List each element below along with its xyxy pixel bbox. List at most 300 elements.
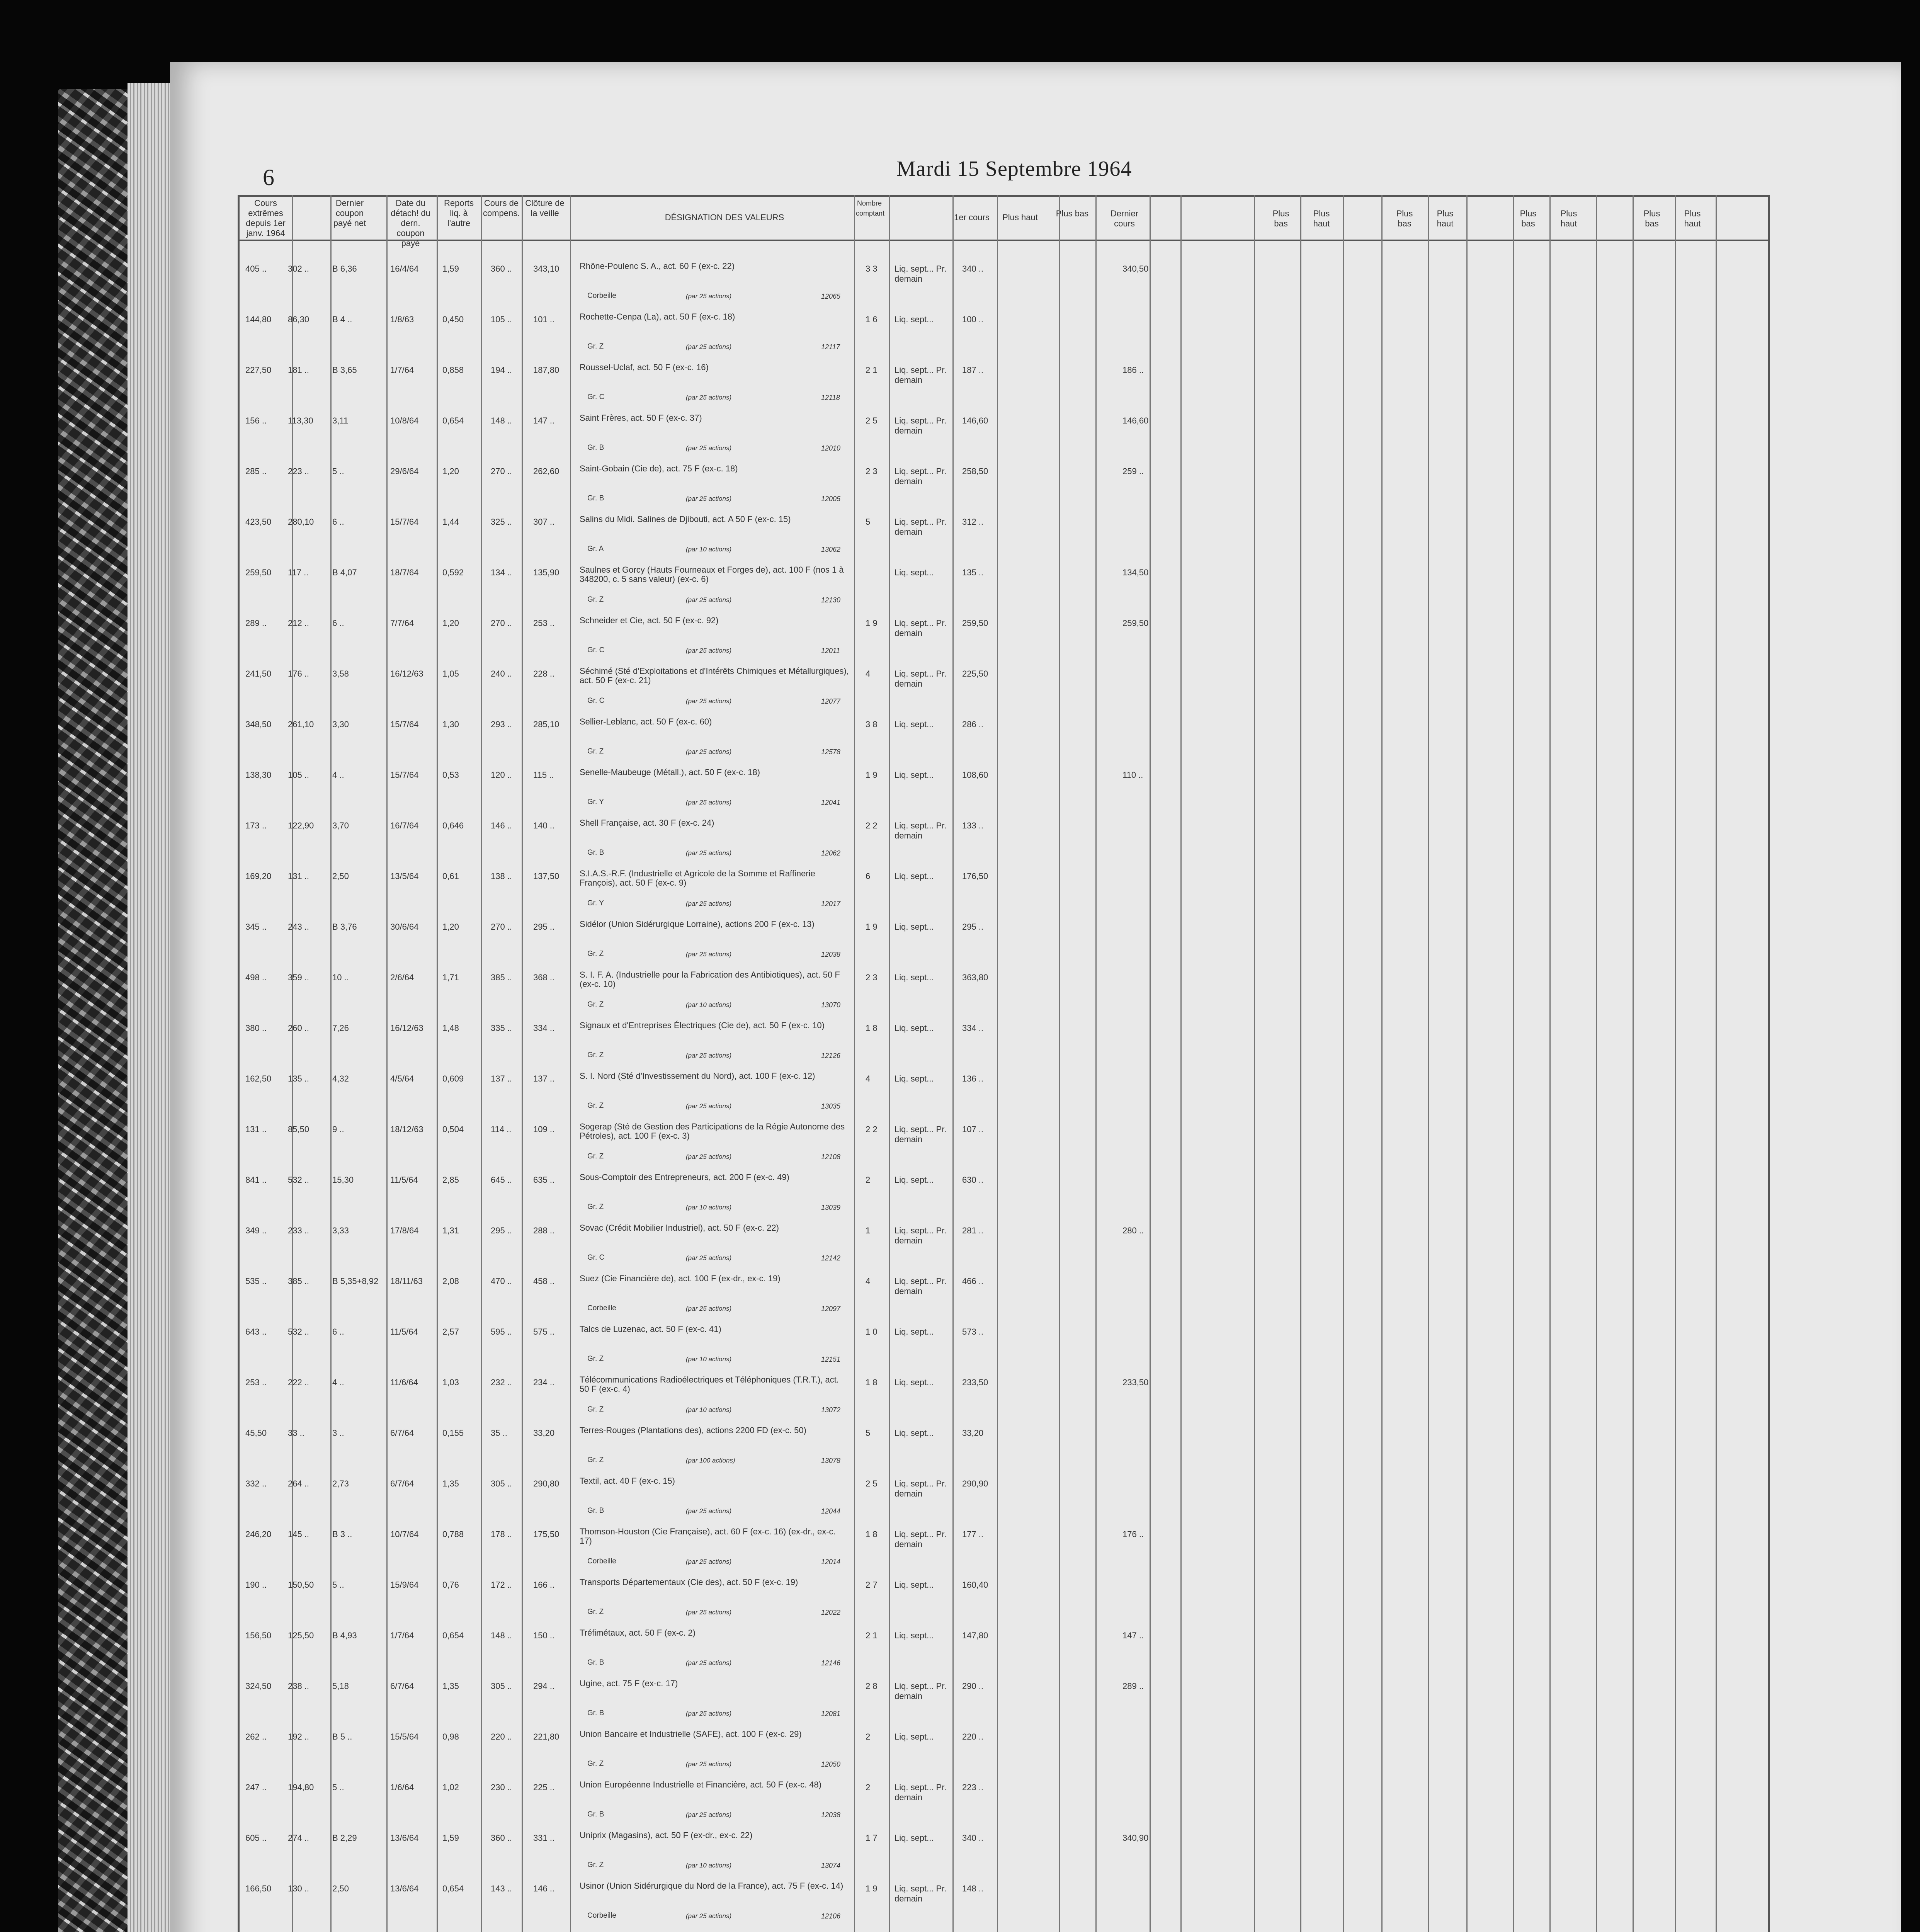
cell-plus-bas: 117 ..: [288, 568, 309, 577]
cell-nombre: 2 1: [866, 1631, 878, 1640]
cell-reports: 1,71: [442, 973, 459, 982]
header-dernier-cours: Dernier cours: [1110, 209, 1139, 228]
cell-cloture: 343,10: [533, 264, 560, 274]
cell-date-detach: 6/7/64: [390, 1479, 414, 1488]
cell-premier-cours: 148 ..: [962, 1884, 984, 1893]
cell-cours-compens: 172 ..: [491, 1580, 512, 1590]
cell-liquidation: Liq. sept... Pr. demain: [895, 1884, 947, 1903]
cell-designation: Tréfimétaux, act. 50 F (ex-c. 2): [580, 1628, 696, 1638]
cell-code: 12014: [821, 1558, 841, 1566]
cell-group: Gr. Y: [587, 899, 604, 907]
table-row: [238, 1674, 1770, 1723]
cell-code: 12005: [821, 495, 841, 503]
cell-cours-compens: 295 ..: [491, 1226, 512, 1235]
header-cours-extremes: Cours extrêmes depuis 1er janv. 1964: [246, 198, 286, 238]
cell-cloture: 137 ..: [533, 1074, 555, 1083]
cell-designation: Schneider et Cie, act. 50 F (ex-c. 92): [580, 616, 719, 625]
cell-liquidation: Liq. sept...: [895, 315, 934, 324]
cell-date-detach: 18/7/64: [390, 568, 419, 577]
cell-reports: 0,609: [442, 1074, 464, 1083]
cell-nombre: 2 2: [866, 821, 878, 830]
cell-reports: 0,654: [442, 416, 464, 425]
cell-plus-haut: 156,50: [245, 1631, 272, 1640]
cell-plus-bas: 181 ..: [288, 365, 310, 375]
cell-plus-bas: 532 ..: [288, 1327, 310, 1337]
cell-code: 12118: [821, 394, 840, 401]
cell-premier-cours: 259,50: [962, 618, 988, 628]
header-plus-haut-5: Plus haut: [1684, 209, 1701, 228]
cell-cloture: 109 ..: [533, 1124, 555, 1134]
cell-liquidation: Liq. sept... Pr. demain: [895, 1479, 947, 1498]
cell-plus-bas: 302 ..: [288, 264, 310, 274]
cell-cours-compens: 270 ..: [491, 922, 512, 932]
cell-dernier-coupon: 3 ..: [332, 1428, 344, 1438]
cell-dernier-cours: 146,60: [1122, 416, 1149, 425]
cell-plus-haut: 45,50: [245, 1428, 267, 1438]
table-row: [238, 561, 1770, 609]
cell-code: 13074: [821, 1862, 841, 1869]
cell-cours-compens: 194 ..: [491, 365, 512, 375]
cell-cloture: 166 ..: [533, 1580, 555, 1590]
cell-liquidation: Liq. sept...: [895, 1833, 934, 1843]
cell-date-detach: 7/7/64: [390, 618, 414, 628]
cell-cloture: 288 ..: [533, 1226, 555, 1235]
cell-lot-size: (par 25 actions): [686, 1102, 732, 1110]
table-row: [238, 1117, 1770, 1166]
header-cours-compens: Cours de compens.: [483, 198, 520, 218]
cell-plus-bas: 385 ..: [288, 1276, 310, 1286]
cell-cloture: 575 ..: [533, 1327, 555, 1337]
cell-liquidation: Liq. sept...: [895, 1023, 934, 1033]
cell-plus-haut: 405 ..: [245, 264, 267, 274]
cell-lot-size: (par 25 actions): [686, 1811, 732, 1818]
cell-liquidation: Liq. sept... Pr. demain: [895, 1124, 947, 1144]
cell-cloture: 307 ..: [533, 517, 555, 527]
cell-designation: Saint-Gobain (Cie de), act. 75 F (ex-c. 18): [580, 464, 738, 473]
cell-plus-bas: 233 ..: [288, 1226, 310, 1235]
cell-designation: Sovac (Crédit Mobilier Industriel), act. 50 F (ex-c. 22): [580, 1223, 779, 1233]
cell-plus-bas: 113,30: [288, 416, 313, 425]
cell-cours-compens: 232 ..: [491, 1378, 512, 1387]
table-row: [238, 1168, 1770, 1217]
cell-dernier-coupon: 6 ..: [332, 1327, 344, 1337]
cell-premier-cours: 135 ..: [962, 568, 984, 577]
cell-group: Gr. B: [587, 849, 604, 857]
cell-date-detach: 16/12/63: [390, 1023, 423, 1033]
cell-plus-bas: 122,90: [288, 821, 314, 830]
cell-nombre: 1 9: [866, 618, 878, 628]
header-reports: Reports liq. à l'autre: [444, 198, 474, 228]
page-number: 6: [263, 165, 274, 190]
cell-premier-cours: 187 ..: [962, 365, 984, 375]
cell-designation: Sous-Comptoir des Entrepreneurs, act. 200 F (ex-c. 49): [580, 1172, 789, 1182]
cell-designation: Union Bancaire et Industrielle (SAFE), act. 100 F (ex-c. 29): [580, 1729, 802, 1739]
cell-cloture: 135,90: [533, 568, 560, 577]
cell-plus-bas: 130 ..: [288, 1884, 310, 1893]
cell-group: Gr. Z: [587, 1051, 604, 1059]
cell-designation: Sellier-Leblanc, act. 50 F (ex-c. 60): [580, 717, 712, 726]
cell-cours-compens: 335 ..: [491, 1023, 512, 1033]
cell-liquidation: Liq. sept...: [895, 1580, 934, 1590]
cell-plus-haut: 144,80: [245, 315, 272, 324]
cell-group: Gr. C: [587, 646, 605, 654]
cell-date-detach: 13/6/64: [390, 1884, 419, 1893]
cell-dernier-coupon: B 5,35+8,92: [332, 1276, 379, 1286]
cell-date-detach: 15/7/64: [390, 770, 419, 780]
cell-dernier-cours: 289 ..: [1122, 1681, 1144, 1691]
cell-dernier-cours: 134,50: [1122, 568, 1149, 577]
cell-cours-compens: 385 ..: [491, 973, 512, 982]
cell-group: Gr. B: [587, 1507, 604, 1515]
cell-cloture: 175,50: [533, 1529, 560, 1539]
cell-liquidation: Liq. sept... Pr. demain: [895, 821, 947, 840]
cell-lot-size: (par 25 actions): [686, 1558, 732, 1565]
cell-code: 12106: [821, 1912, 841, 1920]
cell-plus-haut: 535 ..: [245, 1276, 267, 1286]
cell-reports: 0,98: [442, 1732, 459, 1742]
cell-date-detach: 16/7/64: [390, 821, 419, 830]
cell-liquidation: Liq. sept... Pr. demain: [895, 365, 947, 385]
cell-nombre: 2 1: [866, 365, 878, 375]
cell-group: Gr. C: [587, 1253, 605, 1262]
cell-group: Gr. Z: [587, 1405, 604, 1413]
cell-liquidation: Liq. sept... Pr. demain: [895, 1276, 947, 1296]
cell-plus-haut: 289 ..: [245, 618, 267, 628]
table-row: [238, 1877, 1770, 1925]
cell-premier-cours: 290 ..: [962, 1681, 984, 1691]
cell-date-detach: 2/6/64: [390, 973, 414, 982]
cell-cloture: 295 ..: [533, 922, 555, 932]
cell-dernier-coupon: 5 ..: [332, 466, 344, 476]
cell-cours-compens: 270 ..: [491, 466, 512, 476]
cell-group: Gr. A: [587, 545, 604, 553]
cell-plus-haut: 605 ..: [245, 1833, 267, 1843]
cell-cours-compens: 138 ..: [491, 871, 512, 881]
cell-lot-size: (par 10 actions): [686, 1204, 732, 1211]
cell-dernier-coupon: 15,30: [332, 1175, 354, 1185]
cell-designation: Signaux et d'Entreprises Électriques (Cie de), act. 50 F (ex-c. 10): [580, 1020, 825, 1030]
cell-dernier-coupon: 4 ..: [332, 770, 344, 780]
cell-plus-bas: 212 ..: [288, 618, 310, 628]
cell-lot-size: (par 25 actions): [686, 697, 732, 705]
cell-plus-haut: 498 ..: [245, 973, 267, 982]
cell-nombre: 1: [866, 1226, 871, 1235]
cell-reports: 2,57: [442, 1327, 459, 1337]
cell-date-detach: 29/6/64: [390, 466, 419, 476]
cell-date-detach: 6/7/64: [390, 1681, 414, 1691]
cell-date-detach: 13/6/64: [390, 1833, 419, 1843]
cell-nombre: 2 5: [866, 416, 878, 425]
cell-liquidation: Liq. sept... Pr. demain: [895, 669, 947, 689]
cell-liquidation: Liq. sept...: [895, 1378, 934, 1387]
cell-designation: Rhône-Poulenc S. A., act. 60 F (ex-c. 22): [580, 261, 735, 271]
header-plus-bas-4: Plus bas: [1520, 209, 1537, 228]
cell-date-detach: 1/6/64: [390, 1782, 414, 1792]
cell-lot-size: (par 25 actions): [686, 951, 732, 958]
table-row: [238, 1067, 1770, 1116]
cell-group: Gr. Z: [587, 1000, 604, 1009]
cell-code: 12130: [821, 596, 841, 604]
table-row: [238, 1016, 1770, 1065]
cell-designation: Textil, act. 40 F (ex-c. 15): [580, 1476, 675, 1486]
cell-dernier-coupon: 2,50: [332, 1884, 349, 1893]
cell-nombre: 5: [866, 517, 871, 527]
cell-liquidation: Liq. sept... Pr. demain: [895, 264, 947, 284]
cell-liquidation: Liq. sept...: [895, 973, 934, 982]
cell-code: 12578: [821, 748, 841, 756]
cell-dernier-coupon: B 3,76: [332, 922, 357, 932]
cell-nombre: 1 0: [866, 1327, 878, 1337]
cell-dernier-coupon: 3,11: [332, 416, 349, 425]
cell-liquidation: Liq. sept...: [895, 922, 934, 932]
cell-nombre: 2: [866, 1782, 871, 1792]
cell-premier-cours: 258,50: [962, 466, 988, 476]
page-edges: [128, 83, 174, 1932]
header-plus-haut: Plus haut: [1002, 213, 1038, 222]
cell-liquidation: Liq. sept... Pr. demain: [895, 618, 947, 638]
table-row: [238, 1421, 1770, 1470]
cell-dernier-coupon: 3,58: [332, 669, 349, 679]
cell-nombre: 2 7: [866, 1580, 878, 1590]
cell-designation: Rochette-Cenpa (La), act. 50 F (ex-c. 18): [580, 312, 735, 321]
cell-cours-compens: 146 ..: [491, 821, 512, 830]
table-row: [238, 1269, 1770, 1318]
cell-group: Gr. C: [587, 697, 605, 705]
cell-premier-cours: 133 ..: [962, 821, 984, 830]
cell-dernier-cours: 340,90: [1122, 1833, 1149, 1843]
cell-nombre: 1 6: [866, 315, 878, 324]
cell-designation: Séchimé (Sté d'Exploitations et d'Intérêts Chimiques et Métallurgiques), act. 50 F (ex-c. 21): [580, 666, 849, 685]
cell-code: 12126: [821, 1052, 841, 1060]
cell-plus-haut: 285 ..: [245, 466, 267, 476]
cell-liquidation: Liq. sept...: [895, 1732, 934, 1742]
cell-code: 13035: [821, 1102, 841, 1110]
cell-dernier-cours: 233,50: [1122, 1378, 1149, 1387]
cell-plus-bas: 33 ..: [288, 1428, 304, 1438]
cell-lot-size: (par 25 actions): [686, 1153, 732, 1160]
header-plus-haut-3: Plus haut: [1437, 209, 1454, 228]
cell-reports: 1,59: [442, 1833, 459, 1843]
table-row: [238, 1725, 1770, 1774]
cell-designation: Transports Départementaux (Cie des), act. 50 F (ex-c. 19): [580, 1577, 798, 1587]
cell-nombre: 2 5: [866, 1479, 878, 1488]
cell-code: 12142: [821, 1254, 841, 1262]
cell-plus-haut: 190 ..: [245, 1580, 267, 1590]
cell-cloture: 115 ..: [533, 770, 554, 780]
header-plus-haut-2: Plus haut: [1313, 209, 1330, 228]
cell-plus-bas: 274 ..: [288, 1833, 310, 1843]
cell-dernier-coupon: 5 ..: [332, 1580, 344, 1590]
cell-code: 13078: [821, 1457, 841, 1464]
cell-reports: 1,05: [442, 669, 459, 679]
cell-cours-compens: 240 ..: [491, 669, 512, 679]
cell-lot-size: (par 10 actions): [686, 1862, 732, 1869]
cell-liquidation: Liq. sept...: [895, 871, 934, 881]
cell-liquidation: Liq. sept... Pr. demain: [895, 1529, 947, 1549]
cell-group: Gr. Z: [587, 1861, 604, 1869]
cell-group: Gr. Z: [587, 1102, 604, 1110]
cell-plus-bas: 532 ..: [288, 1175, 310, 1185]
cell-dernier-coupon: 2,73: [332, 1479, 349, 1488]
cell-dernier-coupon: 2,50: [332, 871, 349, 881]
cell-cloture: 290,80: [533, 1479, 560, 1488]
cell-liquidation: Liq. sept...: [895, 1428, 934, 1438]
cell-dernier-coupon: B 2,29: [332, 1833, 357, 1843]
table-row: [238, 763, 1770, 812]
cell-lot-size: (par 25 actions): [686, 1052, 732, 1059]
cell-plus-haut: 332 ..: [245, 1479, 267, 1488]
header-dernier-coupon: Dernier coupon payé net: [333, 198, 366, 228]
cell-nombre: 2 8: [866, 1681, 878, 1691]
cell-nombre: 5: [866, 1428, 871, 1438]
cell-cloture: 635 ..: [533, 1175, 555, 1185]
cell-reports: 2,85: [442, 1175, 459, 1185]
cell-group: Gr. Z: [587, 1608, 604, 1616]
cell-dernier-coupon: B 3,65: [332, 365, 357, 375]
cell-plus-haut: 262 ..: [245, 1732, 267, 1742]
table-row: [238, 358, 1770, 407]
table-row: [238, 915, 1770, 964]
cell-cloture: 146 ..: [533, 1884, 555, 1893]
cell-group: Gr. B: [587, 1658, 604, 1667]
cell-date-detach: 11/6/64: [390, 1378, 418, 1387]
cell-designation: S. I. Nord (Sté d'Investissement du Nord), act. 100 F (ex-c. 12): [580, 1071, 815, 1081]
cell-lot-size: (par 10 actions): [686, 1406, 732, 1413]
cell-group: Gr. Z: [587, 1203, 604, 1211]
cell-lot-size: (par 10 actions): [686, 546, 732, 553]
cell-nombre: 2 2: [866, 1124, 878, 1134]
cell-cours-compens: 305 ..: [491, 1479, 512, 1488]
cell-reports: 1,35: [442, 1681, 459, 1691]
cell-date-detach: 11/5/64: [390, 1175, 418, 1185]
cell-nombre: 1 9: [866, 922, 878, 932]
cell-cloture: 285,10: [533, 719, 560, 729]
cell-liquidation: Liq. sept...: [895, 1631, 934, 1640]
table-row: [238, 1573, 1770, 1622]
cell-plus-bas: 359 ..: [288, 973, 310, 982]
cell-lot-size: (par 25 actions): [686, 596, 732, 604]
cell-dernier-coupon: B 4 ..: [332, 315, 352, 324]
cell-reports: 0,61: [442, 871, 459, 881]
cell-premier-cours: 295 ..: [962, 922, 984, 932]
cell-plus-bas: 222 ..: [288, 1378, 310, 1387]
cell-designation: Usinor (Union Sidérurgique du Nord de la France), act. 75 F (ex-c. 14): [580, 1881, 844, 1891]
cell-premier-cours: 312 ..: [962, 517, 984, 527]
cell-reports: 0,654: [442, 1631, 464, 1640]
cell-plus-haut: 138,30: [245, 770, 272, 780]
cell-reports: 0,788: [442, 1529, 464, 1539]
cell-liquidation: Liq. sept...: [895, 1327, 934, 1337]
cell-group: Corbeille: [587, 1557, 616, 1565]
cell-cours-compens: 325 ..: [491, 517, 512, 527]
cell-plus-bas: 280,10: [288, 517, 314, 527]
cell-plus-bas: 145 ..: [288, 1529, 310, 1539]
cell-cloture: 187,80: [533, 365, 560, 375]
cell-reports: 2,08: [442, 1276, 459, 1286]
cell-code: 13070: [821, 1001, 841, 1009]
cell-plus-bas: 150,50: [288, 1580, 314, 1590]
cell-date-detach: 4/5/64: [390, 1074, 414, 1083]
cell-plus-haut: 423,50: [245, 517, 272, 527]
cell-designation: Roussel-Uclaf, act. 50 F (ex-c. 16): [580, 362, 709, 372]
cell-dernier-cours: 147 ..: [1122, 1631, 1144, 1640]
cell-lot-size: (par 25 actions): [686, 1710, 732, 1717]
cell-premier-cours: 107 ..: [962, 1124, 984, 1134]
cell-designation: Suez (Cie Financière de), act. 100 F (ex-dr., ex-c. 19): [580, 1274, 781, 1283]
cell-designation: Union Européenne Industrielle et Financière, act. 50 F (ex-c. 48): [580, 1780, 822, 1789]
cell-designation: Senelle-Maubeuge (Métall.), act. 50 F (ex-c. 18): [580, 767, 760, 777]
cell-cloture: 334 ..: [533, 1023, 555, 1033]
cell-plus-haut: 156 ..: [245, 416, 267, 425]
cell-date-detach: 18/11/63: [390, 1276, 423, 1286]
cell-premier-cours: 281 ..: [962, 1226, 984, 1235]
cell-reports: 1,31: [442, 1226, 459, 1235]
cell-date-detach: 1/7/64: [390, 1631, 414, 1640]
cell-reports: 0,76: [442, 1580, 459, 1590]
cell-cours-compens: 293 ..: [491, 719, 512, 729]
table-row: [238, 510, 1770, 559]
cell-liquidation: Liq. sept...: [895, 1074, 934, 1083]
cell-dernier-cours: 176 ..: [1122, 1529, 1144, 1539]
table-row: [238, 1371, 1770, 1419]
cell-plus-bas: 264 ..: [288, 1479, 310, 1488]
cell-group: Corbeille: [587, 292, 616, 300]
cell-cours-compens: 360 ..: [491, 1833, 512, 1843]
cell-reports: 0,654: [442, 1884, 464, 1893]
cell-group: Gr. B: [587, 1709, 604, 1717]
cell-reports: 0,53: [442, 770, 459, 780]
header-plus-bas-5: Plus bas: [1643, 209, 1660, 228]
cell-reports: 1,48: [442, 1023, 459, 1033]
cell-premier-cours: 340 ..: [962, 1833, 984, 1843]
cell-date-detach: 16/4/64: [390, 264, 419, 274]
header-premier-cours: 1er cours: [954, 213, 990, 222]
cell-premier-cours: 146,60: [962, 416, 988, 425]
cell-plus-bas: 135 ..: [288, 1074, 310, 1083]
table-row: [238, 1522, 1770, 1571]
cell-lot-size: (par 25 actions): [686, 1609, 732, 1616]
cell-plus-haut: 169,20: [245, 871, 272, 881]
cell-lot-size: (par 25 actions): [686, 495, 732, 502]
cell-reports: 0,858: [442, 365, 464, 375]
cell-code: 12017: [821, 900, 841, 908]
cell-date-detach: 6/7/64: [390, 1428, 414, 1438]
table-row: [238, 814, 1770, 862]
cell-cloture: 225 ..: [533, 1782, 555, 1792]
cell-designation: Uniprix (Magasins), act. 50 F (ex-dr., ex-c. 22): [580, 1830, 753, 1840]
cell-lot-size: (par 25 actions): [686, 799, 732, 806]
cell-designation: Saint Frères, act. 50 F (ex-c. 37): [580, 413, 702, 423]
cell-premier-cours: 33,20: [962, 1428, 984, 1438]
cell-lot-size: (par 25 actions): [686, 394, 732, 401]
cell-date-detach: 10/7/64: [390, 1529, 419, 1539]
cell-code: 13062: [821, 546, 841, 553]
cell-nombre: 1 9: [866, 770, 878, 780]
cell-dernier-coupon: 9 ..: [332, 1124, 344, 1134]
cell-cloture: 33,20: [533, 1428, 555, 1438]
cell-premier-cours: 233,50: [962, 1378, 988, 1387]
cell-cloture: 368 ..: [533, 973, 555, 982]
cell-date-detach: 15/5/64: [390, 1732, 419, 1742]
cell-code: 13072: [821, 1406, 841, 1414]
cell-cloture: 150 ..: [533, 1631, 555, 1640]
cell-cloture: 253 ..: [533, 618, 555, 628]
header-cloture: Clôture de la veille: [525, 198, 565, 218]
cell-nombre: 1 9: [866, 1884, 878, 1893]
cell-plus-bas: 192 ..: [288, 1732, 310, 1742]
cell-date-detach: 16/12/63: [390, 669, 423, 679]
cell-code: 13039: [821, 1204, 841, 1211]
